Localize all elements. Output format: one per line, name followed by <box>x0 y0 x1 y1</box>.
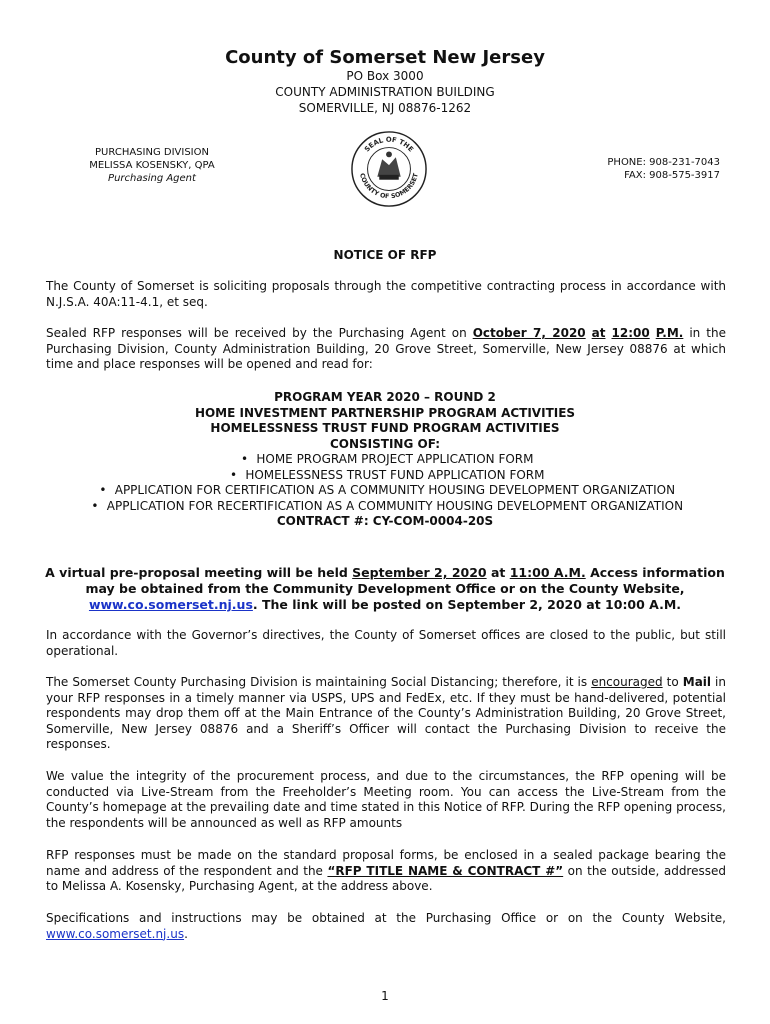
list-item: • HOME PROGRAM PROJECT APPLICATION FORM <box>240 452 534 466</box>
proposal-forms-paragraph: RFP responses must be made on the standard proposal forms, be enclosed in a sealed package bearing the name and address of the respondent and the “RFP TITLE NAME & CONTRACT #” on the outside, addressed to Melissa A. Kosensky, Purchasing Agent, at the address above. <box>46 848 726 893</box>
county-website-link[interactable]: www.co.somerset.nj.us <box>46 926 185 941</box>
phone-number: PHONE: 908-231-7043 <box>607 157 720 168</box>
po-box: PO Box 3000 <box>346 69 424 83</box>
page-number: 1 <box>381 989 389 1003</box>
notice-title: NOTICE OF RFP <box>333 248 437 262</box>
city-address: SOMERVILLE, NJ 08876-1262 <box>298 101 472 115</box>
list-item: • APPLICATION FOR CERTIFICATION AS A COMMUNITY HOUSING DEVELOPMENT ORGANIZATION <box>99 483 676 497</box>
county-seal-icon <box>350 130 428 208</box>
agent-name: MELISSA KOSENSKY, QPA <box>89 160 215 171</box>
list-item: • APPLICATION FOR RECERTIFICATION AS A COMMUNITY HOUSING DEVELOPMENT ORGANIZATION <box>91 498 684 513</box>
social-distancing-paragraph: The Somerset County Purchasing Division is maintaining Social Distancing; therefore, it is encouraged to Mail in your RFP responses in a timely manner via USPS, UPS and FedEx, etc. If they must be hand-delivered, potential respondents may drop them off at the Main Entrance of the County’s Administration Building, 20 Grove Street, Somerville, New Jersey 08876 and a Sheriff’s Officer will contact the Purchasing Division to receive the responses. <box>46 675 726 751</box>
virtual-meeting-notice: A virtual pre-proposal meeting will be held September 2, 2020 at 11:00 A.M. Access information may be obtained from the Community Development Office or on the County Website, www.co.somerset.nj.us. The link will be posted on September 2, 2020 at 10:00 A.M. <box>45 565 725 612</box>
program-line-3: HOMELESSNESS TRUST FUND PROGRAM ACTIVITIES <box>210 421 560 435</box>
contract-number: CONTRACT #: CY-COM-0004-20S <box>276 514 494 528</box>
purchasing-contact <box>62 146 242 185</box>
svg-text:SEAL OF THE <box>363 136 415 154</box>
agent-title: Purchasing Agent <box>108 173 196 184</box>
program-block <box>0 390 770 530</box>
program-line-2: HOME INVESTMENT PARTNERSHIP PROGRAM ACTIVITIES <box>194 405 576 420</box>
list-item: • HOMELESSNESS TRUST FUND APPLICATION FORM <box>229 467 545 482</box>
program-line-4: CONSISTING OF: <box>329 436 441 451</box>
county-website-link[interactable]: www.co.somerset.nj.us <box>88 597 253 612</box>
seal-text-bottom: COUNTY OF SOMERSET <box>358 172 420 201</box>
live-stream-paragraph: We value the integrity of the procurement process, and due to the circumstances, the RFP opening will be conducted via Live-Stream from the Freeholder’s Meeting room. You can access the Live-Stream from the County’s homepage at the prevailing date and time stated in this Notice of RFP. During the RFP opening process, the respondents will be announced as well as RFP amounts <box>46 769 726 830</box>
building-name: COUNTY ADMINISTRATION BUILDING <box>275 85 495 99</box>
specifications-paragraph: Specifications and instructions may be obtained at the Purchasing Office or on the County Website, www.co.somerset.nj.us. <box>46 911 726 941</box>
intro-paragraph: The County of Somerset is soliciting proposals through the competitive contracting process in accordance with N.J.S.A. 40A:11-4.1, et seq. <box>46 279 726 309</box>
division-name: PURCHASING DIVISION <box>95 147 209 158</box>
sealed-rfp-paragraph: Sealed RFP responses will be received by the Purchasing Agent on October 7, 2020 at 12:00 P.M. in the Purchasing Division, County Administration Building, 20 Grove Street, Somerville, New Jersey 08876 at which time and place responses will be opened and read for: <box>46 326 726 371</box>
fax-number: FAX: 908-575-3917 <box>624 170 720 181</box>
program-line-1: PROGRAM YEAR 2020 – ROUND 2 <box>274 390 496 404</box>
county-title: County of Somerset New Jersey <box>225 47 545 68</box>
contact-numbers <box>560 156 720 182</box>
governor-directives-paragraph: In accordance with the Governor’s directives, the County of Somerset offices are closed to the public, but still operational. <box>46 628 726 658</box>
seal-text-top: SEAL OF THE <box>363 135 415 154</box>
